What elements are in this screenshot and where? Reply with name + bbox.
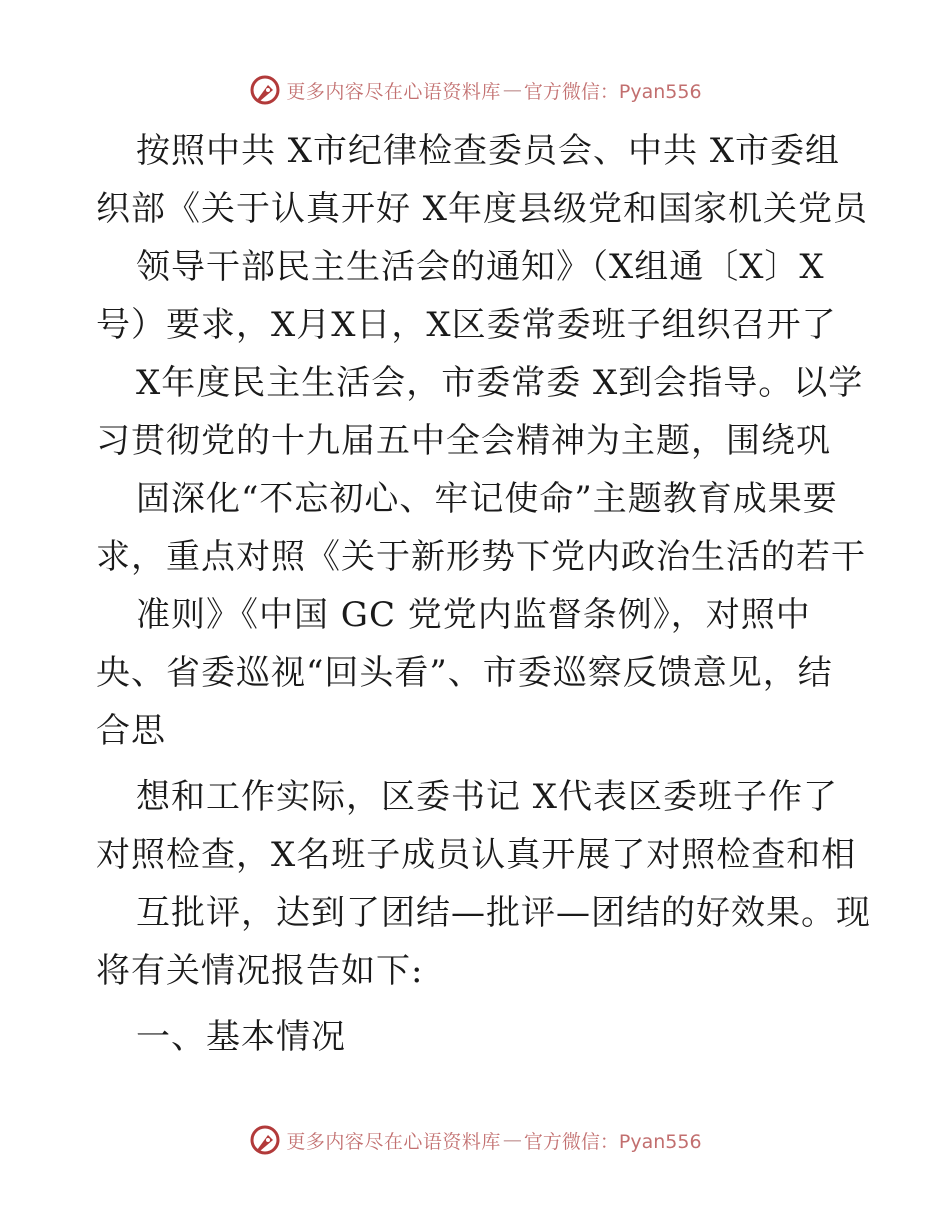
pen-nib-circle-icon [248, 1123, 282, 1157]
watermark-footer [0, 1120, 950, 1160]
body-line-13: 对照检查，X名班子成员认真开展了对照检查和相 [96, 835, 857, 875]
watermark-text: 更多内容尽在心语资料库 [286, 80, 501, 103]
body-line-10: 央、省委巡视“回头看”、市委巡察反馈意见，结 [96, 653, 833, 693]
watermark-separator: — [502, 1129, 522, 1151]
body-line-2: 织部《关于认真开好 X年度县级党和国家机关党员 [96, 189, 869, 229]
body-line-7: 固深化“不忘初心、牢记使命”主题教育成果要 [136, 479, 838, 519]
pen-nib-circle-icon [248, 73, 282, 107]
body-line-6: 习贯彻党的十九届五中全会精神为主题，围绕巩 [96, 421, 831, 461]
watermark-header [0, 70, 950, 110]
document-body [96, 122, 871, 1066]
body-line-9: 准则》《中国 GC 党党内监督条例》，对照中 [136, 595, 811, 635]
watermark-contact: 官方微信：Pyan556 [523, 1130, 702, 1153]
body-line-8: 求，重点对照《关于新形势下党内政治生活的若干 [96, 537, 866, 577]
body-line-1: 按照中共 X市纪律检查委员会、中共 X市委组 [136, 131, 841, 171]
body-line-3: 领导干部民主生活会的通知》（X组通〔X〕X [136, 247, 825, 287]
paragraph-gap [96, 760, 856, 768]
watermark-text: 更多内容尽在心语资料库 [286, 1130, 501, 1153]
body-line-11: 合思 [96, 711, 166, 751]
body-line-5: X年度民主生活会，市委常委 X到会指导。以学 [136, 363, 864, 403]
body-line-4: 号）要求，X月X日，X区委常委班子组织召开了 [96, 305, 837, 345]
paragraph-gap [96, 1000, 856, 1008]
body-line-12: 想和工作实际，区委书记 X代表区委班子作了 [136, 777, 839, 817]
body-line-14: 互批评，达到了团结—批评—团结的好效果。现 [136, 893, 871, 933]
watermark-separator: — [502, 79, 522, 101]
section-heading: 一、基本情况 [136, 1017, 346, 1057]
watermark-contact: 官方微信：Pyan556 [523, 80, 702, 103]
body-line-15: 将有关情况报告如下: [96, 951, 424, 991]
